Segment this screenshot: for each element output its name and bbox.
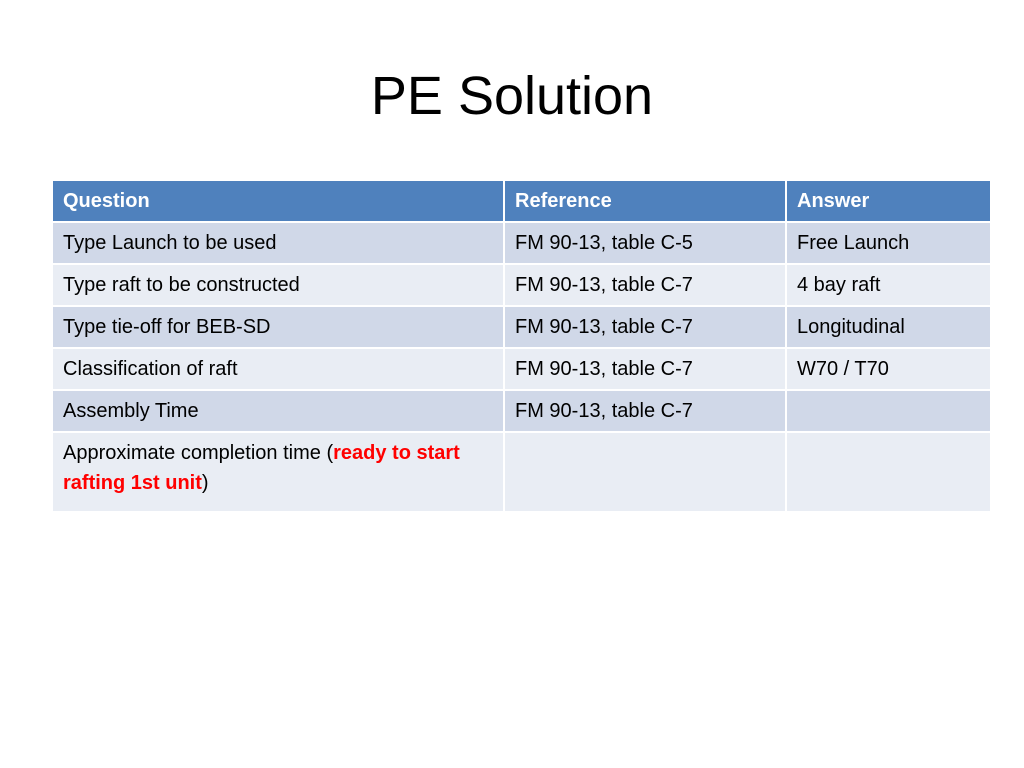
cell-question: Type raft to be constructed <box>52 264 504 306</box>
cell-question: Type Launch to be used <box>52 222 504 264</box>
cell-reference: FM 90-13, table C-5 <box>504 222 786 264</box>
slide-title: PE Solution <box>370 66 654 126</box>
question-suffix: ) <box>201 472 209 494</box>
cell-question <box>52 432 504 512</box>
cell-question: Assembly Time <box>52 390 504 432</box>
table-row <box>52 348 991 390</box>
cell-question: Type tie-off for BEB-SD <box>52 306 504 348</box>
question-highlight: ready to start rafting 1st unit <box>63 442 460 494</box>
cell-reference: FM 90-13, table C-7 <box>504 390 786 432</box>
cell-reference: FM 90-13, table C-7 <box>504 348 786 390</box>
header-question: Question <box>52 180 504 222</box>
question-prefix: Approximate completion time ( <box>63 442 334 464</box>
cell-question: Classification of raft <box>52 348 504 390</box>
table-row <box>52 306 991 348</box>
table-header-row <box>52 180 991 222</box>
table-row <box>52 222 991 264</box>
header-reference: Reference <box>504 180 786 222</box>
cell-answer <box>786 390 991 432</box>
cell-reference <box>504 432 786 512</box>
cell-answer: W70 / T70 <box>786 348 991 390</box>
cell-answer: Free Launch <box>786 222 991 264</box>
table-row <box>52 264 991 306</box>
solution-table <box>51 179 992 513</box>
table-row <box>52 432 991 512</box>
cell-reference: FM 90-13, table C-7 <box>504 306 786 348</box>
header-answer: Answer <box>786 180 991 222</box>
cell-reference: FM 90-13, table C-7 <box>504 264 786 306</box>
cell-answer: Longitudinal <box>786 306 991 348</box>
cell-answer: 4 bay raft <box>786 264 991 306</box>
table-row <box>52 390 991 432</box>
cell-answer <box>786 432 991 512</box>
